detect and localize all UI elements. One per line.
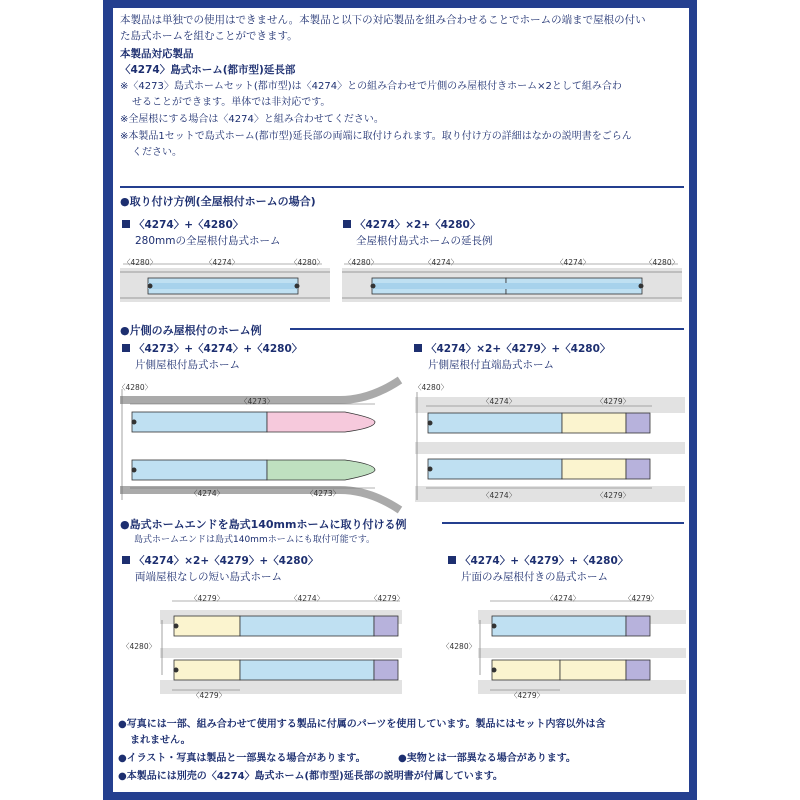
label-4279: 〈4279〉 bbox=[596, 491, 631, 500]
intro-line-1: 本製品は単独での使用はできません。本製品と以下の対応製品を組み合わせることでホームの端まで屋根の付い bbox=[120, 14, 646, 26]
example-5-subtitle: 両端屋根なしの短い島式ホーム bbox=[135, 571, 282, 583]
label-4274: 〈4274〉 bbox=[546, 594, 581, 603]
intro-line-2: た島式ホームを組むことができます。 bbox=[120, 30, 298, 42]
footer-note-1a: ●写真には一部、組み合わせて使用する製品に付属のパーツを使用しています。製品にはセット内容以外は含 bbox=[118, 719, 606, 730]
note-3b: ください。 bbox=[132, 147, 182, 158]
note-2: ※全屋根にする場合は〈4274〉と組み合わせてください。 bbox=[120, 114, 384, 125]
diagram-example-6 bbox=[478, 601, 686, 694]
label-4280: 〈4280〉 bbox=[344, 258, 379, 267]
example-4-title: 〈4274〉×2+〈4279〉+〈4280〉 bbox=[414, 342, 610, 356]
label-4273: 〈4273〉 bbox=[306, 489, 341, 498]
note-3a: ※本製品1セットで島式ホーム(都市型)延長部の両端に取付けられます。取り付け方の詳細はなかの説明書をごらん bbox=[120, 131, 632, 142]
label-4280: 〈4280〉 bbox=[645, 258, 680, 267]
note-1a: ※〈4273〉島式ホームセット(都市型)は〈4274〉との組み合わせで片側のみ屋根付きホーム×2として組み合わ bbox=[120, 81, 622, 92]
section-title-full-roof: ●取り付け方例(全屋根付ホームの場合) bbox=[120, 195, 316, 208]
label-4280: 〈4280〉 bbox=[123, 258, 158, 267]
label-4280: 〈4280〉 bbox=[118, 383, 153, 392]
diagram-example-1 bbox=[120, 264, 330, 302]
example-1-subtitle: 280mmの全屋根付島式ホーム bbox=[135, 235, 281, 247]
label-4279: 〈4279〉 bbox=[192, 691, 227, 700]
label-4280: 〈4280〉 bbox=[122, 642, 157, 651]
label-4280: 〈4280〉 bbox=[290, 258, 325, 267]
label-4274: 〈4274〉 bbox=[556, 258, 591, 267]
label-4274: 〈4274〉 bbox=[190, 489, 225, 498]
label-4279: 〈4279〉 bbox=[596, 397, 631, 406]
example-3-title: 〈4273〉+〈4274〉+〈4280〉 bbox=[122, 342, 302, 356]
example-3-subtitle: 片側屋根付島式ホーム bbox=[135, 359, 240, 371]
label-4280: 〈4280〉 bbox=[414, 383, 449, 392]
label-4274: 〈4274〉 bbox=[290, 594, 325, 603]
section-3-subnote: 島式ホームエンドは島式140mmホームにも取付可能です。 bbox=[134, 535, 375, 545]
compat-item: 〈4274〉島式ホーム(都市型)延長部 bbox=[120, 64, 296, 76]
example-1-title: 〈4274〉+〈4280〉 bbox=[122, 218, 243, 232]
label-4279: 〈4279〉 bbox=[190, 594, 225, 603]
section-title-one-side-roof: ●片側のみ屋根付のホーム例 bbox=[120, 324, 262, 337]
label-4279: 〈4279〉 bbox=[370, 594, 405, 603]
label-4273: 〈4273〉 bbox=[240, 397, 275, 406]
example-4-subtitle: 片側屋根付直端島式ホーム bbox=[428, 359, 554, 371]
footer-note-3: ●実物とは一部異なる場合があります。 bbox=[398, 753, 576, 764]
example-6-title: 〈4274〉+〈4279〉+〈4280〉 bbox=[448, 554, 628, 568]
example-6-subtitle: 片面のみ屋根付きの島式ホーム bbox=[461, 571, 608, 583]
section-title-end-140mm: ●島式ホームエンドを島式140mmホームに取り付ける例 bbox=[120, 518, 407, 531]
label-4280: 〈4280〉 bbox=[442, 642, 477, 651]
label-4274: 〈4274〉 bbox=[482, 491, 517, 500]
compat-title: 本製品対応製品 bbox=[120, 48, 194, 60]
label-4274: 〈4274〉 bbox=[424, 258, 459, 267]
example-2-subtitle: 全屋根付島式ホームの延長例 bbox=[356, 235, 493, 247]
example-5-title: 〈4274〉×2+〈4279〉+〈4280〉 bbox=[122, 554, 318, 568]
diagram-example-4 bbox=[415, 392, 685, 502]
diagram-example-2 bbox=[342, 264, 682, 302]
label-4274: 〈4274〉 bbox=[205, 258, 240, 267]
label-4279: 〈4279〉 bbox=[510, 691, 545, 700]
footer-note-4: ●本製品には別売の〈4274〉島式ホーム(都市型)延長部の説明書が付属しています。 bbox=[118, 771, 503, 782]
note-1b: せることができます。単体では非対応です。 bbox=[132, 97, 331, 108]
label-4274: 〈4274〉 bbox=[482, 397, 517, 406]
footer-note-2: ●イラスト・写真は製品と一部異なる場合があります。 bbox=[118, 753, 366, 764]
label-4279: 〈4279〉 bbox=[624, 594, 659, 603]
footer-note-1b: まれません。 bbox=[130, 735, 191, 746]
example-2-title: 〈4274〉×2+〈4280〉 bbox=[343, 218, 480, 232]
diagram-example-5 bbox=[160, 601, 402, 694]
